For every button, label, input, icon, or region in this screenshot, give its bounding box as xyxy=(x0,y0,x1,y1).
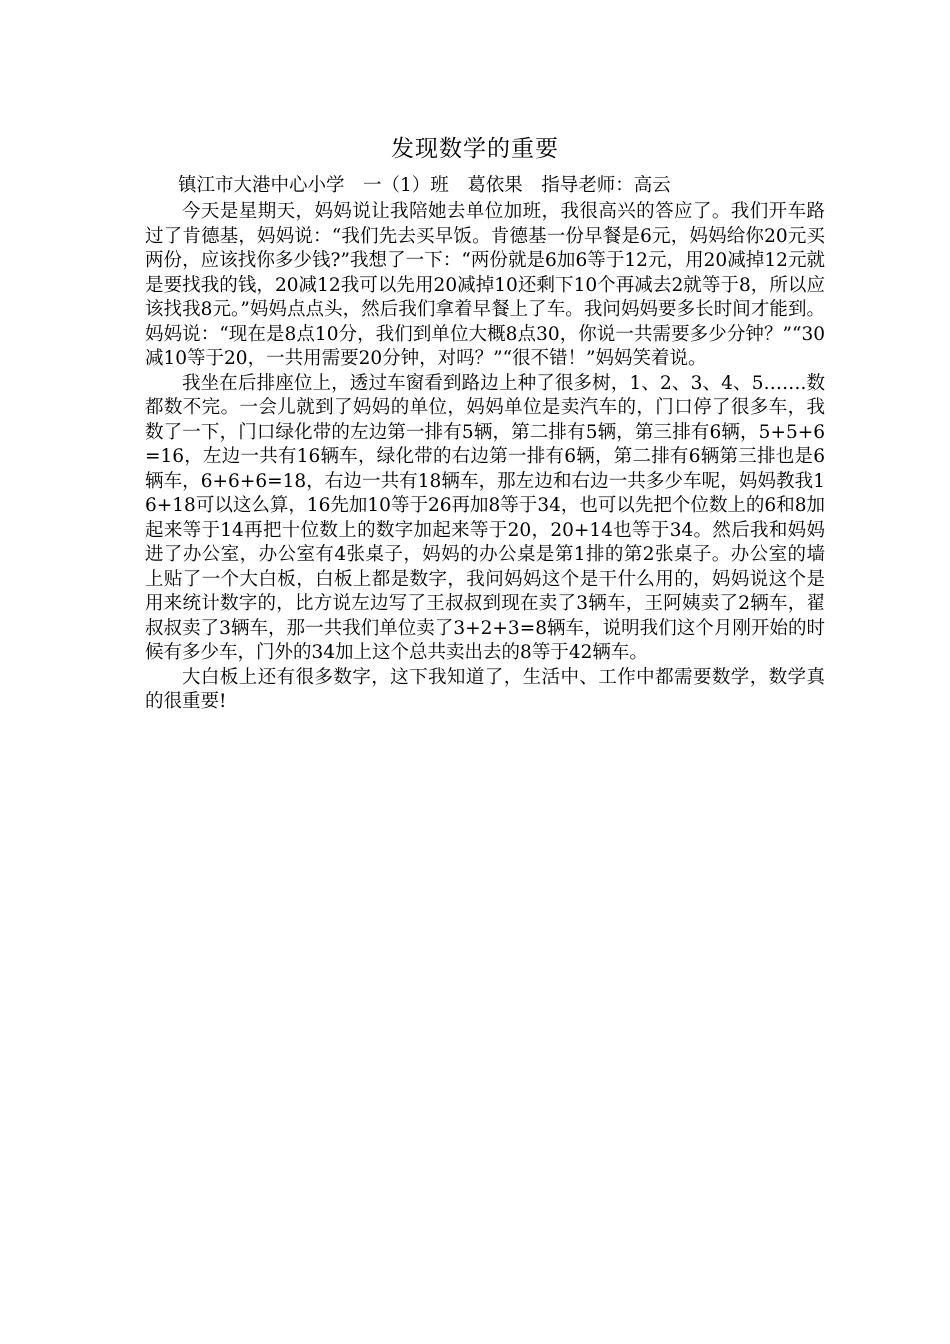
paragraph-1: 今天是星期天，妈妈说让我陪她去单位加班，我很高兴的答应了。我们开车路过了肯德基，妈妈说：“我们先去买早饭。肯德基一份早餐是6元，妈妈给你20元买两份，应该找你多少钱?”我想了一下：“两份就是6加6等于12元，用20减掉12元就是要找我的钱，20减12我可以先用20减掉10还剩下10个再减去2就等于8，所以应该找我8元。”妈妈点点头，然后我们拿着早餐上了车。我问妈妈要多长时间才能到。妈妈说：“现在是8点10分，我们到单位大概8点30，你说一共需要多少分钟？”“30减10等于20，一共用需要20分钟，对吗？”“很不错！”妈妈笑着说。 xyxy=(145,201,825,369)
author-byline: 镇江市大港中心小学 一（1）班 葛依果 指导老师：高云 xyxy=(178,175,671,196)
document-body xyxy=(145,200,825,715)
paragraph-3: 大白板上还有很多数字，这下我知道了，生活中、工作中都需要数学，数学真的很重要! xyxy=(145,666,825,712)
document-title: 发现数学的重要 xyxy=(391,136,559,162)
paragraph-2: 我坐在后排座位上，透过车窗看到路边上种了很多树，1、2、3、4、5…….数都数不完。一会儿就到了妈妈的单位，妈妈单位是卖汽车的，门口停了很多车，我数了一下，门口绿化带的左边第一排有5辆，第二排有5辆，第三排有6辆，5+5+6=16，左边一共有16辆车，绿化带的右边第一排有6辆，第二排有6辆第三排也是6辆车，6+6+6=18，右边一共有18辆车，那左边和右边一共多少车呢，妈妈教我16+18可以这么算，16先加10等于26再加8等于34，也可以先把个位数上的6和8加起来等于14再把十位数上的数字加起来等于20，20+14也等于34。然后我和妈妈进了办公室，办公室有4张桌子，妈妈的办公桌是第1排的第2张桌子。办公室的墙上贴了一个大白板，白板上都是数字，我问妈妈这个是干什么用的，妈妈说这个是用来统计数字的，比方说左边写了王叔叔到现在卖了3辆车，王阿姨卖了2辆车，翟叔叔卖了3辆车，那一共我们单位卖了3+2+3=8辆车，说明我们这个月刚开始的时候有多少车，门外的34加上这个总共卖出去的8等于42辆车。 xyxy=(145,372,825,663)
